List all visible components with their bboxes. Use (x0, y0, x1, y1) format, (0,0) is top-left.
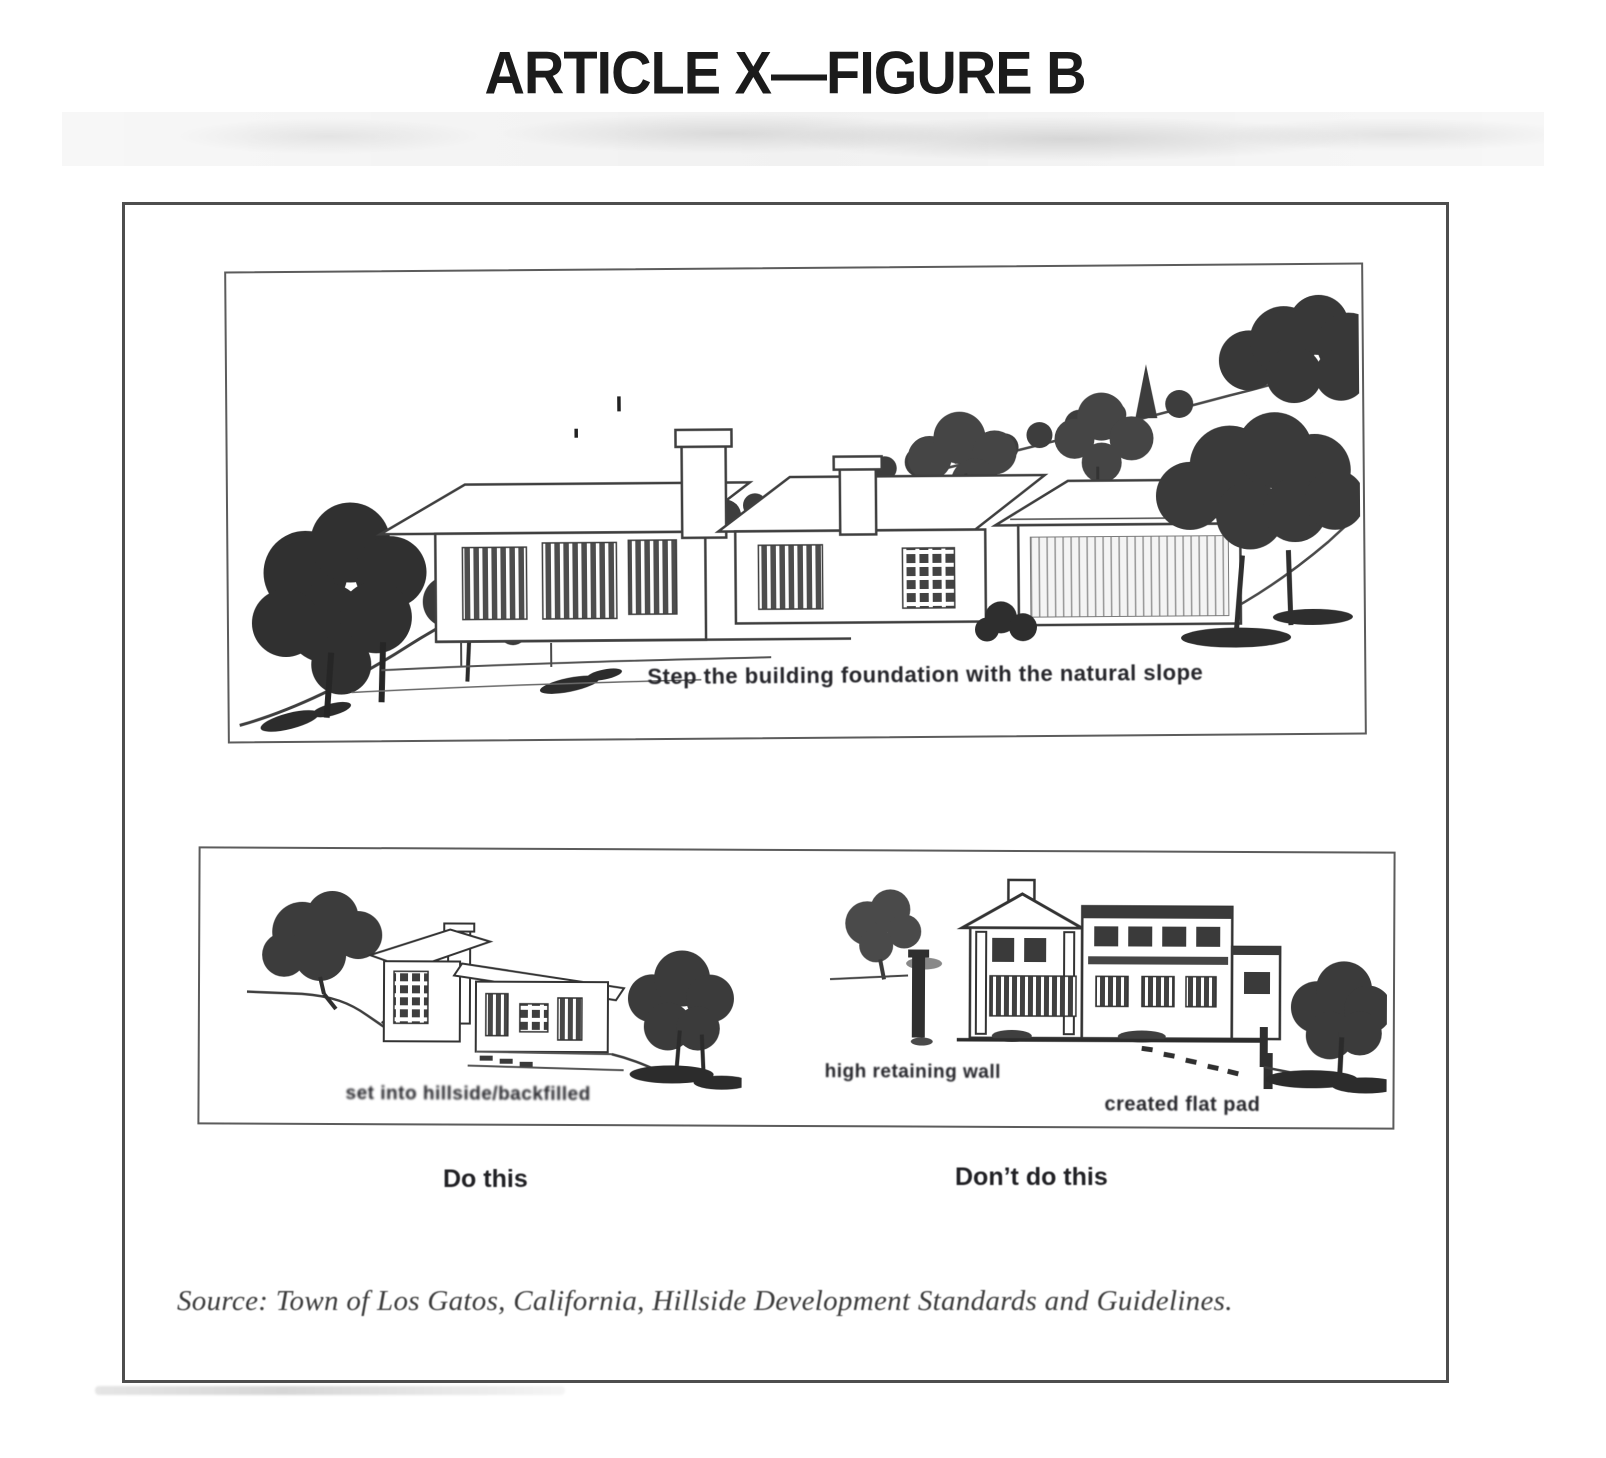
do-this-house-drawing (370, 923, 625, 1070)
bottom-scan-smudge (95, 1386, 565, 1395)
do-this-left-tree-drawing (262, 891, 383, 1010)
caption-high-retaining-wall: high retaining wall (824, 1061, 1001, 1083)
dont-do-this-label: Don’t do this (955, 1163, 1108, 1191)
dont-right-tree-drawing (1266, 961, 1388, 1094)
upper-panel-caption: Step the building foundation with the natural slope (647, 659, 1204, 690)
dont-left-tree-drawing (830, 889, 942, 979)
page-title: ARTICLE X—FIGURE B (484, 38, 1086, 107)
dont-house-drawing (962, 880, 1281, 1043)
caption-created-flat-pad: created flat pad (1104, 1093, 1261, 1117)
figure-border-box (122, 202, 1449, 1383)
do-this-illustration (232, 877, 743, 1099)
lower-panel (197, 846, 1395, 1129)
caption-set-into-hillside: set into hillside/backfilled (345, 1083, 591, 1106)
scan-artifact-band (62, 112, 1544, 166)
upper-panel (224, 263, 1367, 744)
source-citation: Source: Town of Los Gatos, California, Hillside Development Standards and Guidelines. (177, 1285, 1233, 1317)
do-this-label: Do this (443, 1165, 528, 1193)
do-this-right-trees-drawing (628, 950, 743, 1090)
